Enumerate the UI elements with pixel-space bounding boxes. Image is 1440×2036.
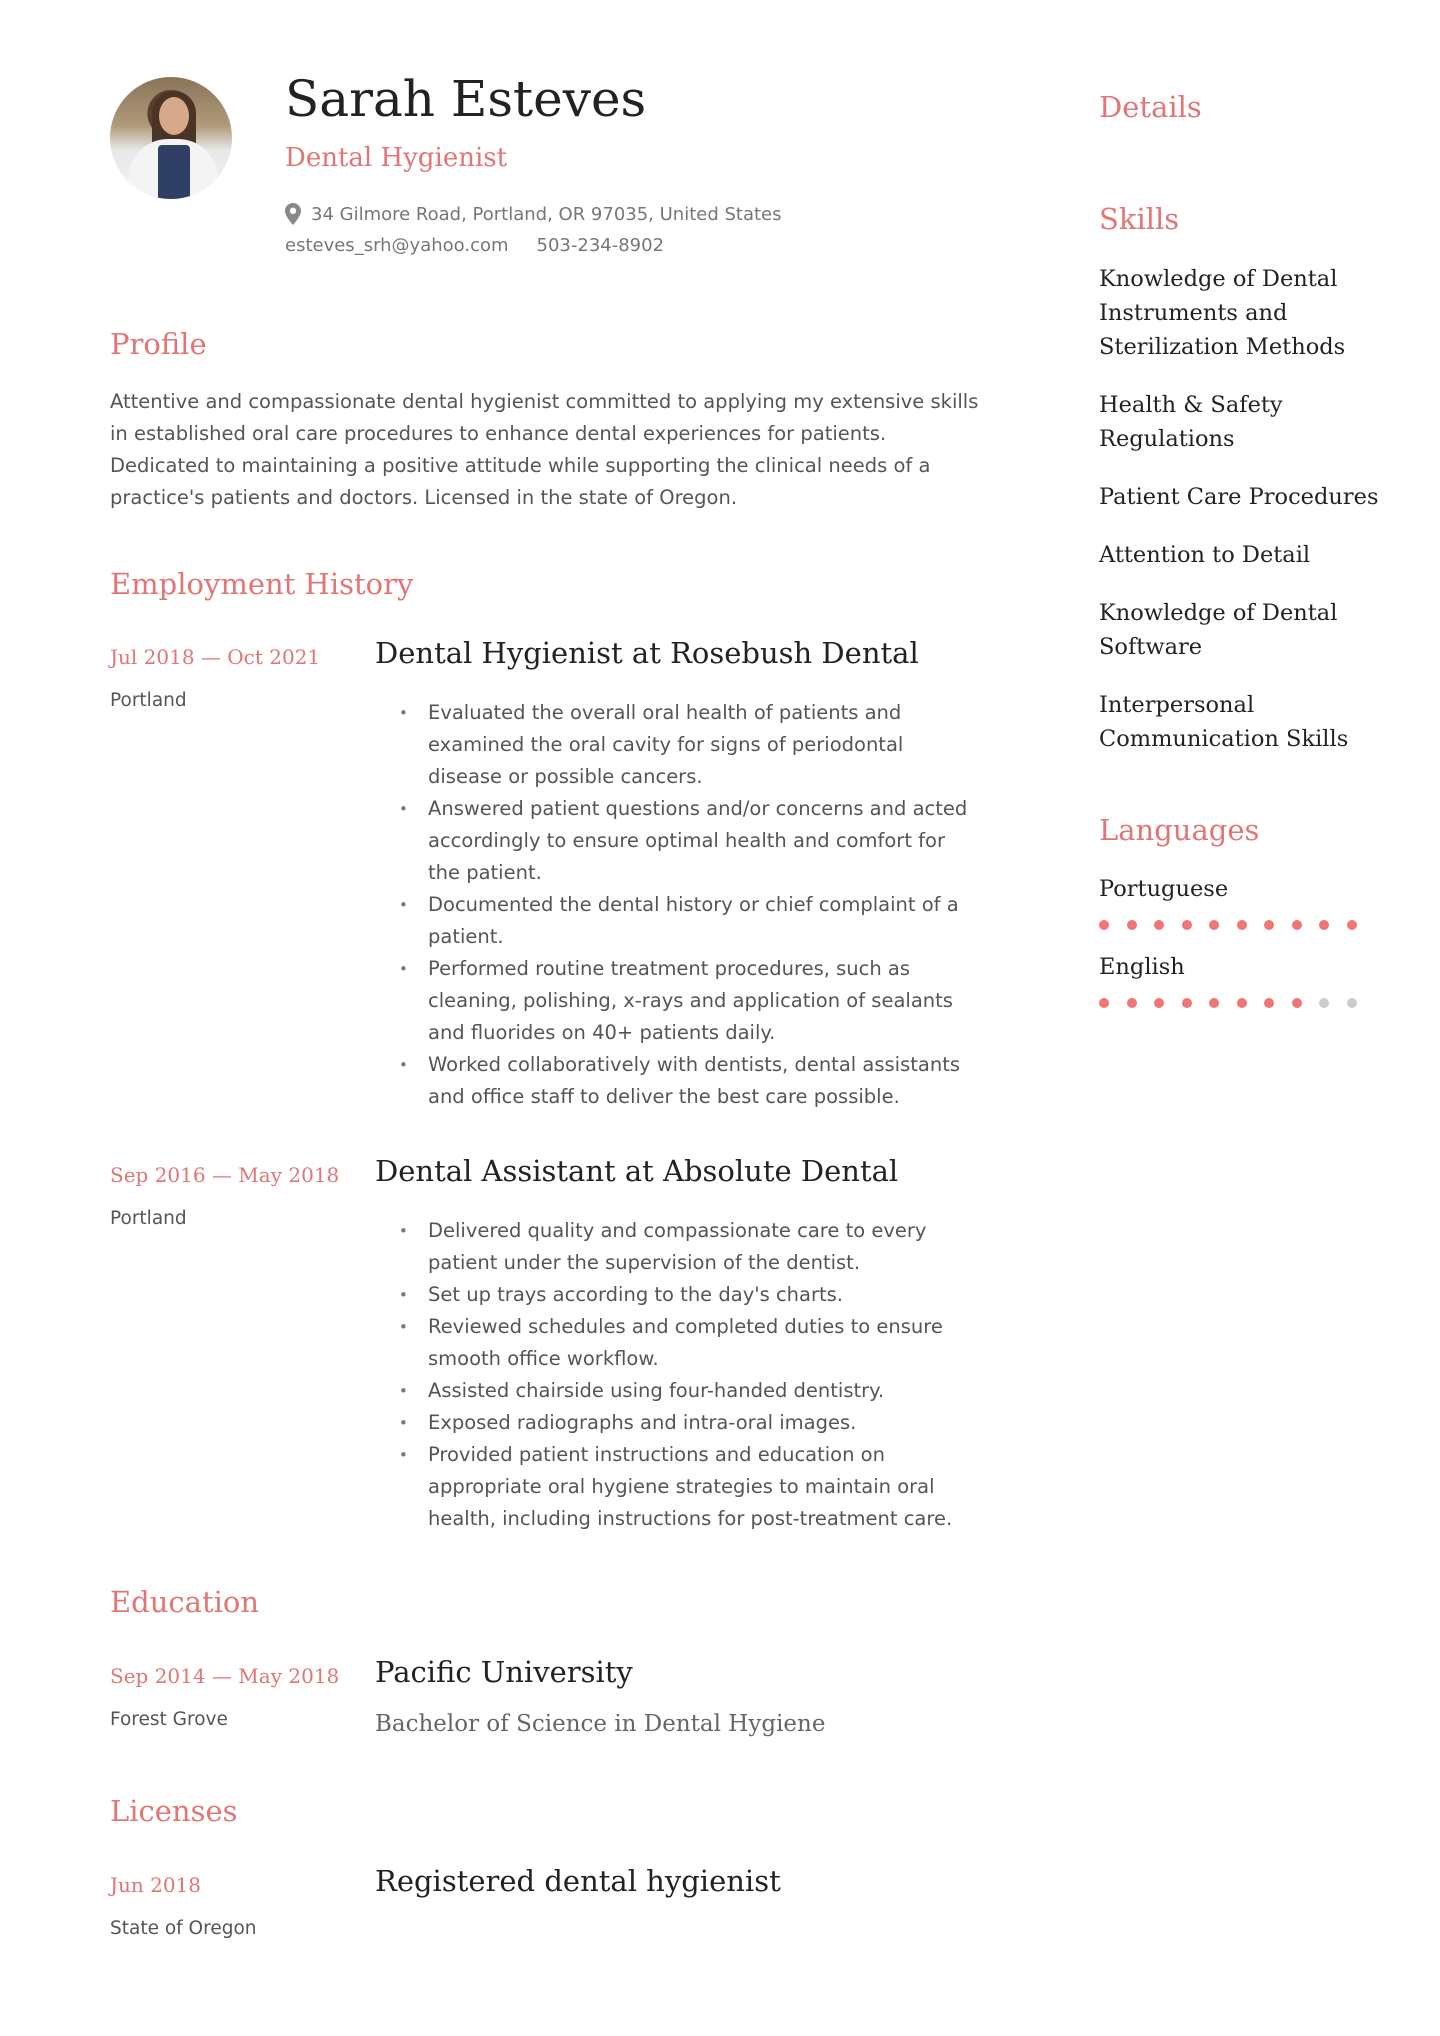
level-dot-filled (1127, 998, 1137, 1008)
language-name: English (1099, 954, 1185, 980)
school-name: Pacific University (375, 1655, 633, 1689)
section-heading-details: Details (1099, 90, 1202, 124)
level-dot-empty (1319, 998, 1329, 1008)
level-dot-filled (1099, 920, 1109, 930)
education-location: Forest Grove (110, 1709, 228, 1730)
job-bullet: • Set up trays according to the day's charts. (374, 1279, 974, 1311)
level-dot-filled (1154, 920, 1164, 930)
section-heading-education: Education (110, 1585, 260, 1619)
language-item (1099, 876, 1399, 930)
phone-number[interactable]: 503-234-8902 (536, 235, 665, 256)
job-bullet: • Provided patient instructions and education on appropriate oral hygiene strategies to maintain oral health, including instructions for post-treatment care. (374, 1439, 974, 1535)
section-heading-employment: Employment History (110, 567, 414, 601)
level-dot-filled (1237, 998, 1247, 1008)
candidate-name: Sarah Esteves (285, 70, 647, 128)
email-link[interactable]: esteves_srh@yahoo.com (285, 235, 509, 256)
license-date: Jun 2018 (110, 1873, 202, 1897)
level-dot-empty (1347, 998, 1357, 1008)
job-dates: Sep 2016 — May 2018 (110, 1163, 340, 1187)
skill-item: Attention to Detail (1099, 542, 1311, 568)
job-location: Portland (110, 1208, 187, 1229)
level-dot-filled (1319, 920, 1329, 930)
level-dot-filled (1154, 998, 1164, 1008)
job-bullet: • Worked collaboratively with dentists, dental assistants and office staff to deliver the best care possible. (374, 1049, 974, 1113)
skill-item: Interpersonal Communication Skills (1099, 692, 1349, 752)
skill-item: Knowledge of Dental Software (1099, 600, 1338, 660)
skill-item: Knowledge of Dental Instruments and Sterilization Methods (1099, 266, 1346, 360)
profile-photo (110, 77, 232, 199)
level-dot-filled (1182, 998, 1192, 1008)
job-bullet: • Assisted chairside using four-handed dentistry. (374, 1375, 974, 1407)
job-bullets (374, 697, 974, 1113)
license-title: Registered dental hygienist (375, 1864, 781, 1898)
license-issuer: State of Oregon (110, 1918, 257, 1939)
job-dates: Jul 2018 — Oct 2021 (110, 645, 321, 669)
level-dot-filled (1209, 920, 1219, 930)
skills-list (1099, 262, 1399, 780)
job-title: Dental Assistant at Absolute Dental (375, 1154, 899, 1188)
candidate-job-title: Dental Hygienist (285, 143, 508, 173)
degree: Bachelor of Science in Dental Hygiene (375, 1711, 826, 1737)
contact-row (285, 235, 664, 256)
address-row (285, 203, 782, 225)
language-name: Portuguese (1099, 876, 1229, 902)
job-location: Portland (110, 690, 187, 711)
job-bullet: • Delivered quality and compassionate care to every patient under the supervision of the dentist. (374, 1215, 974, 1279)
language-level-dots (1099, 998, 1399, 1008)
level-dot-filled (1264, 920, 1274, 930)
level-dot-filled (1292, 920, 1302, 930)
language-level-dots (1099, 920, 1399, 930)
section-heading-licenses: Licenses (110, 1794, 238, 1828)
level-dot-filled (1264, 998, 1274, 1008)
job-bullets (374, 1215, 974, 1535)
job-bullet: • Performed routine treatment procedures, such as cleaning, polishing, x-rays and application of sealants and fluorides on 40+ patients daily. (374, 953, 974, 1049)
job-bullet: • Answered patient questions and/or concerns and acted accordingly to ensure optimal health and comfort for the patient. (374, 793, 974, 889)
level-dot-filled (1209, 998, 1219, 1008)
level-dot-filled (1099, 998, 1109, 1008)
job-bullet: • Documented the dental history or chief complaint of a patient. (374, 889, 974, 953)
job-bullet: • Exposed radiographs and intra-oral images. (374, 1407, 974, 1439)
section-heading-languages: Languages (1099, 813, 1260, 847)
level-dot-filled (1237, 920, 1247, 930)
section-heading-profile: Profile (110, 327, 207, 361)
section-heading-skills: Skills (1099, 202, 1180, 236)
level-dot-filled (1127, 920, 1137, 930)
skill-item: Patient Care Procedures (1099, 484, 1379, 510)
skill-item: Health & Safety Regulations (1099, 392, 1283, 452)
level-dot-filled (1347, 920, 1357, 930)
job-bullet: • Reviewed schedules and completed duties to ensure smooth office workflow. (374, 1311, 974, 1375)
address-text: 34 Gilmore Road, Portland, OR 97035, United States (311, 203, 782, 225)
job-title: Dental Hygienist at Rosebush Dental (375, 636, 919, 670)
level-dot-filled (1182, 920, 1192, 930)
map-pin-icon (285, 203, 301, 225)
level-dot-filled (1292, 998, 1302, 1008)
education-dates: Sep 2014 — May 2018 (110, 1664, 340, 1688)
language-item (1099, 954, 1399, 1008)
job-bullet: • Evaluated the overall oral health of patients and examined the oral cavity for signs of periodontal disease or possible cancers. (374, 697, 974, 793)
profile-summary: Attentive and compassionate dental hygienist committed to applying my extensive skills in established oral care procedures to enhance dental experiences for patients. Dedicated to maintaining a positive attitude while supporting the clinical needs of a practice's patients and doctors. Licensed in the state of Oregon. (110, 390, 979, 509)
